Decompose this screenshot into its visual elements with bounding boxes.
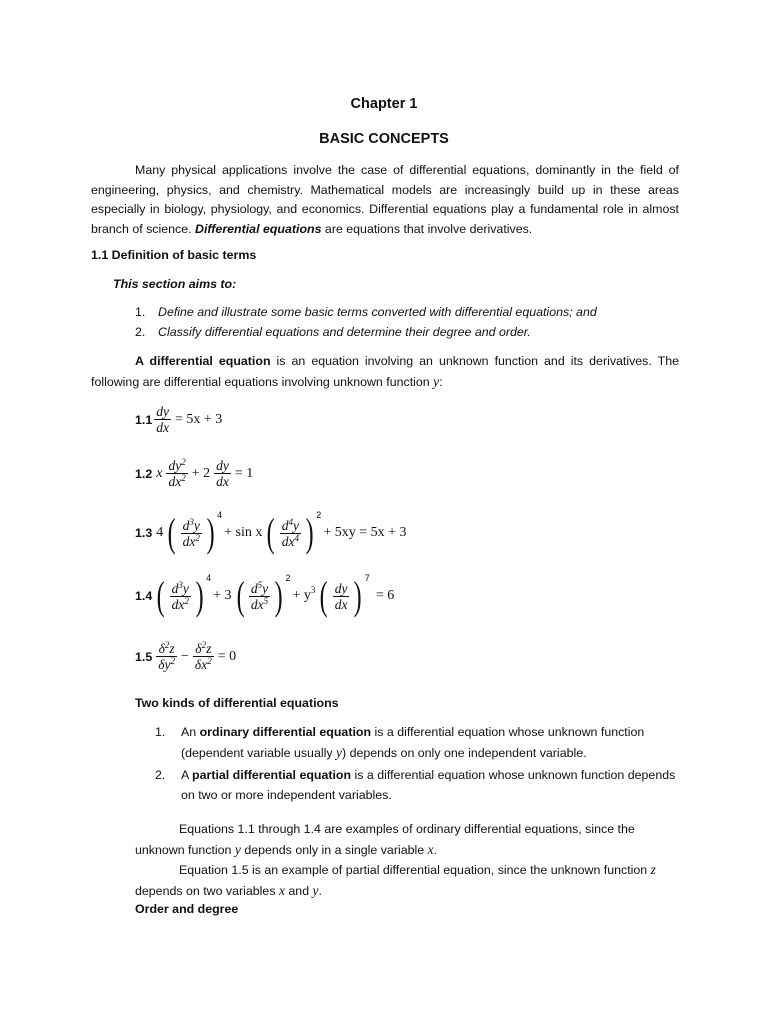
equation-label: 1.3 [135, 526, 153, 540]
aims-heading: This section aims to: [113, 277, 237, 291]
equation-1-2: 1.2 x $\frac{dy^2}{dx^2}$ + 2 $\frac{dy}{dx}$ = 1 [135, 457, 254, 489]
examples-paragraph-2: Equation 1.5 is an example of partial differential equation, since the unknown function z depends on two variables x and y. [135, 862, 656, 898]
section-heading: 1.1 Definition of basic terms [91, 248, 257, 262]
equation-label: 1.1 [135, 412, 153, 427]
list-number: 1. [135, 305, 146, 319]
fraction: $\frac{d^4y}{dx^4}$ [281, 516, 299, 549]
fraction: $\frac{dy}{dx}$ [216, 458, 229, 489]
list-item [135, 302, 680, 322]
fraction: $\frac{d^3y}{dx^2}$ [182, 516, 200, 549]
equation-label: 1.2 [135, 466, 153, 481]
equation-1-5: 1.5 $\frac{\delta^2z}{\delta y^2}$ − $\frac{\delta^2z}{\delta x^2}$ = 0 [135, 640, 237, 672]
fraction: $\frac{\delta^2z}{\delta y^2}$ [158, 640, 176, 672]
equation-label: 1.4 [135, 589, 153, 603]
fraction: $\frac{dy}{dx}$ [156, 404, 169, 435]
definition-paragraph: A differential equation is an equation involving an unknown function and its derivatives. The following are differential equations involving unknown function y: [91, 354, 679, 389]
equation-label: 1.5 [135, 649, 153, 664]
list-text: Define and illustrate some basic terms converted with differential equations; and [158, 305, 597, 319]
fraction: $\frac{dy}{dx}$ [334, 580, 348, 612]
fraction: $\frac{d^5y}{dx^5}$ [250, 579, 269, 612]
list-item [135, 322, 680, 342]
equation-1-4: 1.4 ( $\frac{d^3y}{dx^2}$ ) $^4$ + 3 ( $\frac{d^5y}{dx^5}$ ) $^2$ + $y^3$ ( $\frac{dy}{dx}$ ) $^7$ = 6 [135, 573, 395, 618]
equation-1-3: 1.3 4 ( $\frac{d^3y}{dx^2}$ ) $^4$ + sin x ( $\frac{d^4y}{dx^4}$ ) $^2$ + 5xy = 5x + 3 [135, 510, 407, 555]
fraction: $\frac{dy^2}{dx^2}$ [168, 457, 186, 489]
list-text: Classify differential equations and determine their degree and order. [158, 325, 531, 339]
fraction: $\frac{d^3y}{dx^2}$ [171, 579, 189, 612]
list-number: 1. [155, 725, 166, 739]
intro-paragraph: Many physical applications involve the case of differential equations, dominantly in the field of engineering, physics, and chemistry. Mathematical models are increasingly build up in these areas especially in biology, physiology, and economics. Differential equations play a fundamental role in almost branch of science. Differential equations are equations that involve derivatives. [91, 163, 679, 236]
fraction: $\frac{\delta^2z}{\delta x^2}$ [194, 640, 212, 672]
list-number: 2. [135, 325, 146, 339]
equation-1-1: 1.1 $\frac{dy}{dx}$ = 5x + 3 [135, 404, 223, 435]
page-title: BASIC CONCEPTS [319, 131, 449, 147]
order-degree-heading: Order and degree [135, 902, 239, 916]
kinds-list [155, 723, 681, 805]
chapter-label: Chapter 1 [350, 96, 418, 112]
aims-list [135, 302, 680, 342]
list-number: 2. [155, 768, 166, 783]
list-item: 2. A partial differential equation is a differential equation whose unknown function depends on two or more independent variables. [155, 768, 676, 802]
examples-paragraph-1: Equations 1.1 through 1.4 are examples of ordinary differential equations, since the unknown function y depends only in a single variable x. [135, 822, 635, 857]
list-item: 1. An ordinary differential equation is a differential equation whose unknown function (dependent variable usually y) depends on only one independent variable. [155, 725, 645, 760]
kinds-heading: Two kinds of differential equations [135, 696, 339, 710]
